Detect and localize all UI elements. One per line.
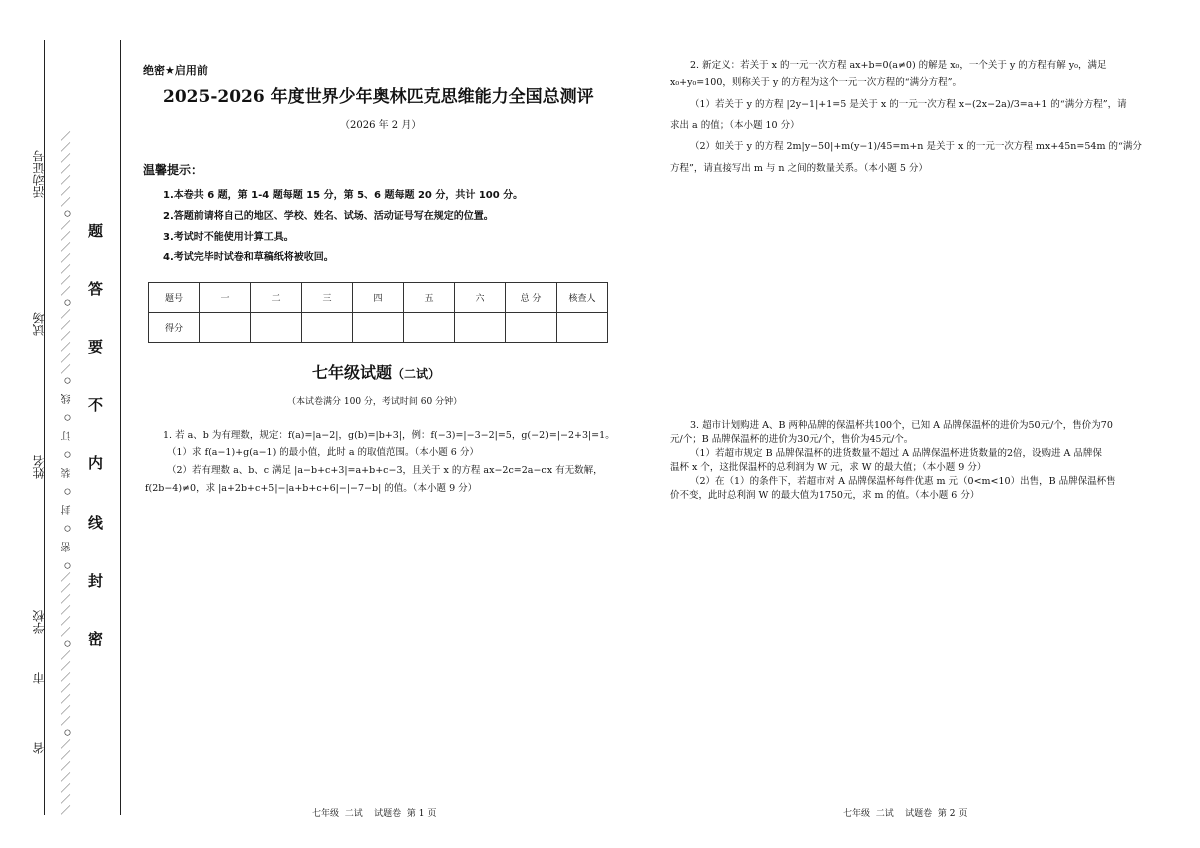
- grade-title-main: 七年级试题: [312, 363, 393, 382]
- score-table-header-cell: 一: [200, 283, 251, 313]
- seal-char-1: 题: [88, 222, 104, 240]
- question-3-line-5: （2）在（1）的条件下，若超市对 A 品牌保温杯每件优惠 m 元（0<m<10）出售，B 品牌保温杯售: [690, 476, 1116, 487]
- field-name-label: 姓名: [32, 455, 46, 479]
- score-table-header-cell: 四: [353, 283, 404, 313]
- score-table-header-cell: 题号: [149, 283, 200, 313]
- question-3-line-6: 价不变，此时总利润 W 的最大值为1750元，求 m 的值。（本小题 6 分）: [670, 490, 980, 501]
- seal-char-3: 要: [88, 338, 104, 356]
- grade-title: [312, 360, 440, 383]
- seal-dash-column: ／／／／／／／○／／／／／／／○／／／／／／○ 密 ○ 封 ○ 装 ○ 订 ○ 线 ○／／／／／／○／／／／／／／○／／／／／／／: [62, 129, 73, 815]
- field-activity-id-line: [44, 100, 45, 150]
- score-cell[interactable]: [506, 313, 557, 343]
- question-2-line-3: （1）若关于 y 的方程 |2y−1|+1=5 是关于 x 的一元一次方程 x−(2x−2a)/3=a+1 的“满分方程”，请: [690, 99, 1127, 110]
- question-2-line-6: 方程”，请直接写出 m 与 n 之间的数量关系。（本小题 5 分）: [670, 163, 928, 174]
- score-cell[interactable]: [353, 313, 404, 343]
- score-cell[interactable]: [557, 313, 608, 343]
- tip-1: 1.本卷共 6 题，第 1-4 题每题 15 分，第 5、6 题每题 20 分，共计 100 分。: [163, 190, 524, 201]
- score-table-score-row: [149, 313, 608, 343]
- field-exam-room-label: 试场: [32, 312, 46, 336]
- secret-label: 绝密★启用前: [143, 64, 208, 77]
- seal-char-6: 线: [88, 514, 104, 532]
- score-table-header-cell: 六: [455, 283, 506, 313]
- seal-char-8: 密: [88, 630, 104, 648]
- score-table-header-cell: 三: [302, 283, 353, 313]
- tip-3: 3.考试时不能使用计算工具。: [163, 232, 294, 243]
- grade-title-sub: （二试）: [392, 367, 441, 381]
- seal-char-2: 答: [88, 280, 104, 298]
- question-1-line-4: f(2b−4)≠0，求 |a+2b+c+5|−|a+b+c+6|−|−7−b| 的值。（本小题 9 分）: [145, 483, 478, 494]
- question-1-line-2: （1）求 f(a−1)+g(a−1) 的最小值，此时 a 的取值范围。（本小题 6 分）: [167, 447, 479, 458]
- page-2-footer: 七年级 二试 试题卷 第 2 页: [843, 809, 968, 819]
- question-3-line-3: （1）若超市规定 B 品牌保温杯的进货数量不超过 A 品牌保温杯进货数量的2倍，设购进 A 品牌保: [690, 448, 1102, 459]
- question-2-line-1: 2. 新定义：若关于 x 的一元一次方程 ax+b=0(a≠0) 的解是 x₀，一个关于 y 的方程有解 y₀，满足: [690, 60, 1107, 71]
- question-1-line-3: （2）若有理数 a、b、c 满足 |a−b+c+3|=a+b+c−3，且关于 x 的方程 ax−2c=2a−cx 有无数解，: [167, 465, 603, 476]
- field-city-label: 市: [32, 672, 46, 684]
- question-1-line-1: 1. 若 a、b 为有理数，规定：f(a)=|a−2|，g(b)=|b+3|，例：f(−3)=|−3−2|=5，g(−2)=|−2+3|=1。: [163, 430, 615, 441]
- exam-note: （本试卷满分 100 分，考试时间 60 分钟）: [287, 397, 463, 407]
- score-table-row-label: 得分: [149, 313, 200, 343]
- score-cell[interactable]: [404, 313, 455, 343]
- score-table-header-row: [149, 283, 608, 313]
- exam-title: 2025-2026 年度世界少年奥林匹克思维能力全国总测评: [163, 87, 594, 107]
- score-cell[interactable]: [200, 313, 251, 343]
- field-school-label: 学校: [32, 610, 46, 634]
- field-activity-id-label: 活动证号: [32, 150, 46, 198]
- exam-date: （2026 年 2 月）: [340, 120, 422, 131]
- tips-heading: 温馨提示：: [143, 163, 204, 177]
- score-table: [148, 282, 608, 343]
- page-1-footer: 七年级 二试 试题卷 第 1 页: [312, 809, 437, 819]
- score-table-header-cell: 总 分: [506, 283, 557, 313]
- question-3-line-2: 元/个；B 品牌保温杯的进价为30元/个，售价为45元/个。: [670, 434, 914, 445]
- question-2-line-5: （2）如关于 y 的方程 2m|y−50|+m(y−1)/45=m+n 是关于 x 的一元一次方程 mx+45n=54m 的“满分: [690, 141, 1142, 152]
- score-table-header-cell: 五: [404, 283, 455, 313]
- seal-char-7: 封: [88, 572, 104, 590]
- field-province-label: 省: [32, 742, 46, 754]
- question-3-line-1: 3. 超市计划购进 A、B 两种品牌的保温杯共100个，已知 A 品牌保温杯的进价为50元/个，售价为70: [690, 420, 1113, 431]
- score-cell[interactable]: [302, 313, 353, 343]
- score-table-header-cell: 核查人: [557, 283, 608, 313]
- tip-4: 4.考试完毕时试卷和草稿纸将被收回。: [163, 252, 334, 263]
- binding-line-right: [120, 40, 121, 815]
- question-2-line-4: 求出 a 的值；（本小题 10 分）: [670, 120, 800, 131]
- seal-char-4: 不: [88, 396, 104, 414]
- tip-2: 2.答题前请将自己的地区、学校、姓名、试场、活动证号写在规定的位置。: [163, 211, 494, 222]
- question-3-line-4: 温杯 x 个，这批保温杯的总利润为 W 元，求 W 的最大值；（本小题 9 分）: [670, 462, 987, 473]
- score-table-header-cell: 二: [251, 283, 302, 313]
- score-cell[interactable]: [251, 313, 302, 343]
- seal-char-5: 内: [88, 454, 104, 472]
- question-2-line-2: x₀+y₀=100，则称关于 y 的方程为这个一元一次方程的“满分方程”。: [670, 77, 963, 88]
- score-cell[interactable]: [455, 313, 506, 343]
